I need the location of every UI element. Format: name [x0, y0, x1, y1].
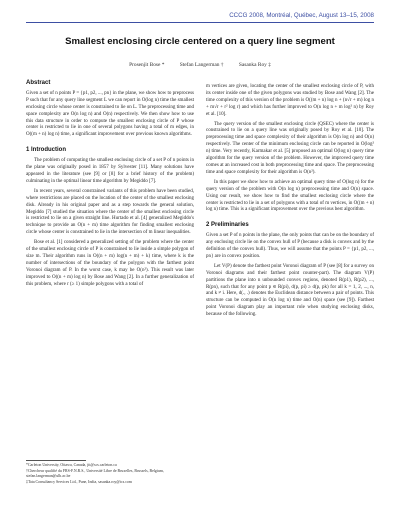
preliminaries-paragraph-1: Given a set P of n points in the plane, the only points that can be on the boundary of any enclosing circle lie on the convex hull of P (because a disk is convex and by the definition of the convex hull). Thus, we will assume that the points P = {p1, p2, ..., pn} are in convex position. [206, 233, 374, 259]
right-paragraph-1: m vertices are given, locating the center of the smallest enclosing circle of P, with its center inside one of the given polygons was studied by Bose and Wang [2]. The time complexity of this version of the problem is O((m + n) log n + (n√r + m) log n + m√r + r² log r) and which has further improved to O(n log n + m log² n) by Roy et al. [10]. [206, 84, 374, 117]
preliminaries-paragraph-2: Let V(P) denote the farthest point Voronoi diagram of P (see [8] for a survey on Voronoi diagrams and their farthest point counter-part). The diagram V(P) partitions the plane into n unbounded convex regions, denoted R(p1), R(p2), ..., R(pn), such that for any point p ∈ R(pi), d(p, pi) ≥ d(p, pk) for all k = 1, 2, ..., n, and k ≠ i. Here, d(., .) denotes the Euclidean distance between a pair of points. This structure can be computed in O(n log n) time and O(n) space (see [9]). Farthest point Voronoi diagram play an important role when studying enclosing disks, because of the following. [206, 263, 374, 318]
footnote-2: †Chercheur qualifié du FRS-F.N.R.S., Université Libre de Bruxelles, Brussels, Belgium, stefan.langerman@ulb.ac.be [26, 469, 164, 478]
running-header: CCCG 2008, Montréal, Québec, August 13–15, 2008 [229, 12, 374, 19]
footnote-1: *Carleton University, Ottawa, Canada, jit@scs.carleton.ca [26, 463, 117, 467]
header-rule [26, 22, 374, 23]
footnote-rule [26, 460, 86, 461]
left-column [26, 80, 194, 291]
author-2: Stefan Langerman † [179, 62, 224, 68]
intro-paragraph-2: In recent years, several constrained variants of this problem have been studied, where restrictions are placed on the location of the center of the smallest enclosing disk. Already in his original paper and as a step towards the general solution, Megiddo [7] studied the situation where the center of the smallest enclosing circle is restricted to lie on a given straight line. Hurtado et al. [4] generalized Megiddo's technique to provide an O(n + m) time algorithm for finding smallest enclosing circle whose center is constrained to lie in the intersection of m linear inequalities. [26, 188, 194, 236]
introduction-heading: 1 Introduction [26, 147, 66, 154]
abstract-paragraph: Given a set of n points P = {p1, p2, ..., pn} in the plane, we show how to preprocess P such that for any query line segment L we can report in O(log n) time the smallest enclosing circle whose center is constrained to lie on L. The preprocessing time and space complexity are O(n log n) and O(n) respectively. We then show how to use this data structure in order to compute the smallest enclosing circle of P whose center is restricted to lie in one of several polygons having a total of m edges, in O((m + n) log n) time, a significant improvement over previous known algorithms. [26, 90, 194, 138]
author-3: Sasanka Roy ‡ [238, 62, 271, 68]
intro-paragraph-3: Bose et al. [1] considered a generalized setting of the problem where the center of the smallest enclosing circle of P is constrained to lie inside a simple polygon of size m. Their algorithm runs in O((n + m) log(n + m) + k) time, where k is the number of intersections of the boundary of the polygon with the farthest point Voronoi diagram of P. In the worst case, k may be O(n²). This result was later improved to O((n + m) log n) by Bose and Wang [2]. In a further generalization of this problem, where r (≥ 1) simple polygons with a total of [26, 240, 194, 287]
author-1: Prosenjit Bose * [129, 62, 165, 68]
author-list [26, 62, 374, 68]
intro-paragraph-1: The problem of computing the smallest enclosing circle of a set P of n points in the plane was originally posed in 1857 by Sylvester [11]. Many solutions have appeared in the literature (see [9] or [8] for a brief history of the problem) culminating in the optimal linear time algorithm by Megiddo [7]. [26, 158, 194, 184]
preliminaries-heading: 2 Preliminaries [206, 222, 249, 229]
right-column [206, 84, 374, 322]
paper-title: Smallest enclosing circle centered on a query line segment [65, 36, 335, 47]
abstract-heading: Abstract [26, 80, 51, 86]
footnotes [26, 460, 166, 486]
footnote-3: ‡Tata Consultancy Services Ltd., Pune, India, sasanka.roy@tcs.com [26, 480, 132, 484]
right-paragraph-3: In this paper we show how to achieve an optimal query time of O(log n) for the query version of the problem with O(n log n) preprocessing time and O(n) space. Using our result, we show how to find the smallest enclosing circle where the center is restricted to lie in a set of polygons with a total of m vertices, in O((m + n) log n) time. This is a significant improvement over the previous best algorithm. [206, 179, 374, 213]
right-paragraph-2: The query version of the smallest enclosing circle (QSEC) where the center is constrained to lie on a query line was originally posed by Roy et al. [10]. The preprocessing time and space complexity of their algorithm is O(n log n) and O(n) respectively. The center of the minimum enclosing circle can be reported in O(log² n) time. Very recently, Karmakar et al. [5] proposed an optimal O(log n) query time algorithm for the query version of the problem. However, the improved query time comes at an increased cost in both preprocessing time and space. The preprocessing time and space complexity for their algorithm is O(n²). [206, 121, 374, 175]
